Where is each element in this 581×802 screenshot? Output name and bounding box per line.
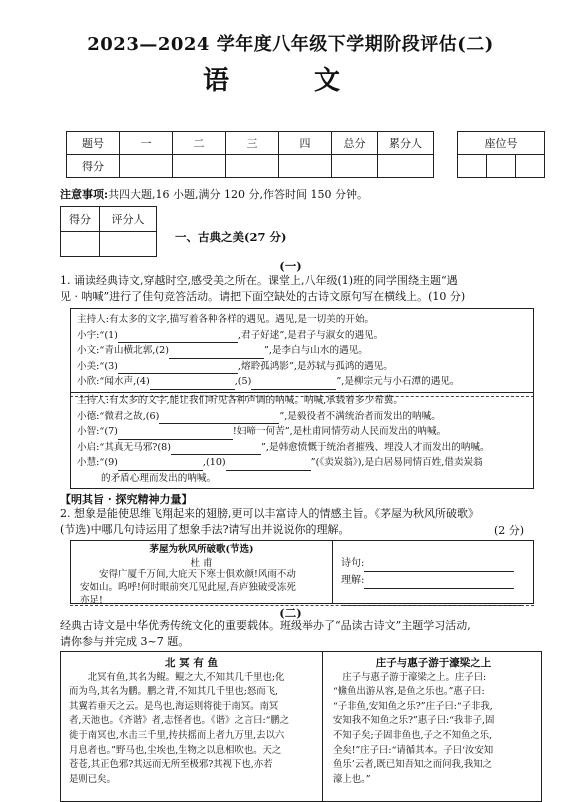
- box-text: 小慧:“(9): [77, 457, 118, 468]
- reading-line: “鯈鱼出游从容,是鱼之乐也。”惠子曰:: [333, 686, 485, 698]
- question-2-line2: [60, 522, 540, 538]
- q2-line: 2. 想象是能使思维飞翔起来的翅膀,更可以丰富诗人的情感主旨。《茅屋为秋风所破歌》: [60, 507, 479, 520]
- reading-line: 全矣!”庄子曰:“请循其本。子曰‘汝安知: [333, 744, 494, 756]
- reading-line: 其翼若垂天之云。是鸟也,海运则将徙于南冥。南冥: [69, 700, 279, 712]
- box-text: 小智:“(7): [77, 426, 118, 437]
- notice-text: 共四大题,16 小题,满分 120 分,作答时间 150 分钟。: [108, 188, 369, 201]
- subject-title: 语 文: [202, 66, 379, 96]
- score-header-cell: 四: [279, 132, 332, 155]
- answer-blank-1[interactable]: [118, 331, 238, 343]
- answer-blank-9[interactable]: [118, 459, 203, 471]
- box-line: 主持人:有太多的文字,能让我们听见各种声调的呐喊。呐喊,承载着多少希冀。: [77, 395, 403, 406]
- box-line: 的矛盾心理而发出的呐喊。: [101, 472, 217, 484]
- answer-blank-4[interactable]: [150, 378, 235, 390]
- seat-cell[interactable]: [487, 155, 516, 178]
- score-header-cell: 总分: [332, 132, 378, 155]
- reading-line: 濠上也。”: [333, 773, 371, 785]
- question-1: [60, 273, 540, 305]
- score-cell[interactable]: [226, 155, 279, 178]
- poem-line: 亦足!: [80, 595, 103, 606]
- reading-line: 庄子与惠子游于濠梁之上。庄子曰:: [342, 671, 487, 683]
- q1-line: 见 · 呐喊”进行了佳句竞答活动。请把下面空缺处的古诗文原句写在横线上。(10 分): [60, 290, 466, 303]
- score-header-cell: 一: [120, 132, 173, 155]
- section1-title: 一、古典之美(27 分): [175, 230, 287, 244]
- reading-line: 是则已矣。: [69, 773, 116, 785]
- seat-cell[interactable]: [516, 155, 545, 178]
- grader-score-label: 得分: [61, 207, 100, 232]
- ans-label-understanding: 理解:: [341, 575, 365, 586]
- poem-title: 茅屋为秋风所破歌(节选): [149, 544, 254, 555]
- verse-answer-line[interactable]: [364, 560, 514, 572]
- section-highlight: 【明其旨 · 探究精神力量】: [60, 493, 193, 506]
- reading-right-title: 庄子与惠子游于濠梁之上: [375, 657, 492, 669]
- section2-intro: [60, 618, 540, 650]
- answer-blank-2[interactable]: [169, 347, 264, 359]
- q2-score: (2 分): [494, 524, 525, 537]
- box-text: ”,是李白与山水的遇见。: [263, 345, 368, 356]
- score-header-cell: 三: [226, 132, 279, 155]
- grader-person-label: 评分人: [100, 207, 157, 232]
- score-cell[interactable]: [279, 155, 332, 178]
- score-cell[interactable]: [378, 155, 434, 178]
- part2-title: (二): [279, 606, 302, 620]
- score-cell[interactable]: [332, 155, 378, 178]
- grader-table: [60, 206, 157, 257]
- score-cell[interactable]: [173, 155, 226, 178]
- box-text: 小欣:“闻水声,(4): [77, 376, 150, 387]
- ans-label-verse: 诗句:: [341, 558, 365, 569]
- box-text: 小文:“青山横北郭,(2): [77, 345, 169, 356]
- reading-line: 北冥有鱼,其名为鲲。鲲之大,不知其几千里也;化: [87, 671, 285, 683]
- reading-line: 月息者也。”野马也,尘埃也,生物之以息相吹也。天之: [69, 744, 282, 756]
- poem-answer-area: [341, 555, 521, 606]
- box-text: ”,是毅役者不满统治者而发出的呐喊。: [279, 410, 441, 422]
- box-text: !妇啼一何苦”,是杜甫同情劳动人民而发出的呐喊。: [232, 426, 447, 437]
- reading-left-title: 北 冥 有 鱼: [165, 657, 218, 669]
- reading-right: [331, 652, 536, 791]
- box-text: 小德:“微君之故,(6): [77, 410, 160, 422]
- score-row-label: 得分: [67, 155, 120, 178]
- box-text: ”(《卖炭翁》),是白居易同情百姓,借卖炭翁: [310, 457, 483, 468]
- score-cell[interactable]: [120, 155, 173, 178]
- notice: [60, 186, 368, 202]
- meet-box: [70, 308, 534, 393]
- box-text: ,君子好逑”,是君子与淑女的遇见。: [237, 329, 384, 341]
- score-header-cell: 二: [173, 132, 226, 155]
- shout-box: [70, 390, 534, 489]
- reading-box: [60, 651, 542, 802]
- answer-blank-5[interactable]: [251, 378, 336, 390]
- poem-line: 安得广厦千万间,大庇天下寒士俱欢颜!风雨不动: [99, 569, 296, 580]
- reading-line: 鱼乐’云者,既已知吾知之而问我,我知之: [333, 759, 492, 771]
- reading-line: “子非鱼,安知鱼之乐?”庄子曰:“子非我,: [333, 700, 493, 712]
- box-text: 小美:“(3): [77, 360, 118, 372]
- box-text: ,熔聆孤鸿影”,是苏轼与孤鸿的遇见。: [237, 360, 393, 372]
- notice-label: 注意事项:: [60, 188, 109, 201]
- reading-line: 苍苍,其正色邪?其远而无所至极邪?其视下也,亦若: [69, 759, 273, 771]
- score-header-cell: 累分人: [378, 132, 434, 155]
- box-text: 小启:“其真无马邪?(8): [77, 441, 172, 453]
- answer-blank-10[interactable]: [226, 459, 311, 471]
- reading-line: 不知子矣;子固非鱼也,子之不知鱼之乐,: [333, 729, 493, 741]
- reading-left: [61, 652, 323, 802]
- box-text: 小宇:“(1): [77, 329, 118, 341]
- reading-line: 而为鸟,其名为鹏。鹏之背,不知其几千里也;怒而飞,: [69, 686, 278, 698]
- intro-line: 请你参与并完成 3~7 题。: [60, 635, 190, 648]
- answer-blank-3[interactable]: [118, 362, 238, 374]
- answer-blank-8[interactable]: [171, 443, 261, 455]
- score-table: [66, 131, 434, 178]
- seat-cell[interactable]: [458, 155, 487, 178]
- answer-blank-6[interactable]: [159, 412, 279, 424]
- understanding-answer-line[interactable]: [364, 577, 514, 589]
- question-2: [60, 506, 540, 522]
- exam-title: 2023—2024 学年度八年级下学期阶段评估(二): [87, 34, 494, 55]
- answer-blank-7[interactable]: [118, 428, 233, 440]
- seat-table: [457, 131, 545, 178]
- score-header-cell: 题号: [67, 132, 120, 155]
- poem-line: 安如山。呜呼!何时眼前突兀见此屋,吾庐独破受冻死: [80, 582, 296, 593]
- box-line: 主持人:有太多的文字,描写着各种各样的遇见。遇见,是一切美的开始。: [77, 314, 375, 325]
- box-text: ,(5): [234, 376, 252, 387]
- part1-title: (一): [279, 259, 302, 273]
- box-text: ,(10): [202, 457, 226, 468]
- q1-line: 1. 诵读经典诗文,穿越时空,感受美之所在。课堂上,八年级(1)班的同学围绕主题“遇: [60, 274, 458, 287]
- poem-author: 杜 甫: [190, 558, 213, 569]
- grader-person-cell[interactable]: [100, 232, 157, 257]
- grader-score-cell[interactable]: [61, 232, 100, 257]
- intro-line: 经典古诗文是中华优秀传统文化的重要载体。班级举办了“品读古诗文”主题学习活动,: [60, 619, 471, 632]
- box-text: ”,是柳宗元与小石潭的遇见。: [336, 376, 460, 387]
- poem-body: [80, 568, 328, 607]
- reading-line: 安知我不知鱼之乐?”惠子曰:“我非子,固: [333, 715, 495, 727]
- reading-line: 者,天池也。《齐谐》者,志怪者也。《谐》之言曰:“鹏之: [69, 715, 290, 727]
- seat-label: 座位号: [458, 132, 545, 155]
- reading-line: 徙于南冥也,水击三千里,抟扶摇而上者九万里,去以六: [69, 729, 285, 741]
- box-text: ”,是韩愈愤慨于统治者摧残、埋没人才而发出的呐喊。: [261, 441, 490, 453]
- q2-line: (节选)中哪几句诗运用了想象手法?请写出并说说你的理解。: [60, 523, 350, 536]
